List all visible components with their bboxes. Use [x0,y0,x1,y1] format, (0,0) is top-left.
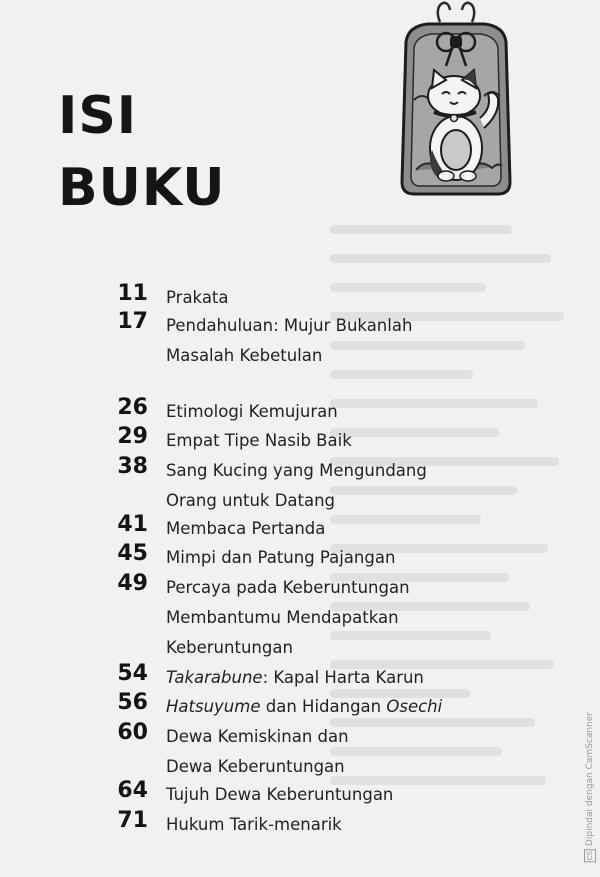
toc-page-number: 71 [117,808,148,833]
toc-page-number: 56 [117,690,148,715]
toc-entry-title [166,573,566,663]
toc-page-number: 17 [117,309,148,334]
toc-title-part: Empat Tipe Nasib Baik [166,431,352,450]
toc-entry-title [166,397,566,427]
toc-entry-title [166,810,566,840]
page-title [58,80,225,224]
toc-title-part: Dewa Keberuntungan [166,757,345,776]
toc-title-italic-part: Takarabune [166,668,263,687]
toc-title-part: Membantumu Mendapatkan [166,608,399,627]
toc-title-part: Hukum Tarik-menarik [166,815,342,834]
toc-entry-title [166,663,566,693]
toc-title-part: Mimpi dan Patung Pajangan [166,548,396,567]
toc-page-number: 60 [117,720,148,745]
toc-page-number: 54 [117,661,148,686]
toc-entry-title [166,514,566,544]
toc-page-number: 26 [117,395,148,420]
toc-entry-title [166,311,566,371]
toc-page-number: 45 [117,541,148,566]
toc-title-part: Masalah Kebetulan [166,346,323,365]
omamori-lucky-cat-illustration [388,0,524,200]
toc-title-italic-part: Hatsuyume [166,697,261,716]
toc-page-number: 38 [117,454,148,479]
toc-title-part: Pendahuluan: Mujur Bukanlah [166,316,413,335]
toc-entry-title [166,722,566,782]
toc-entry-title [166,426,566,456]
toc-title-part: Dewa Kemiskinan dan [166,727,349,746]
camscanner-logo-icon: CS [586,850,594,860]
toc-title-part: Etimologi Kemujuran [166,402,338,421]
title-line-2: BUKU [58,158,226,218]
scanner-watermark [584,712,596,865]
toc-entry-title [166,692,566,722]
toc-page-number: 41 [117,512,148,537]
toc-title-part: : Kapal Harta Karun [262,668,424,687]
toc-title-part: Prakata [166,288,229,307]
toc-page-number: 11 [117,281,148,306]
toc-title-part: Sang Kucing yang Mengundang [166,461,427,480]
toc-title-part: Keberuntungan [166,638,293,657]
toc-title-part: Percaya pada Keberuntungan [166,578,410,597]
title-line-1: ISI [58,86,138,146]
toc-title-part: Membaca Pertanda [166,519,326,538]
toc-entry-title [166,780,566,810]
watermark-text: Dipindai dengan CamScanner [585,711,595,846]
toc-title-part: Orang untuk Datang [166,491,336,510]
toc-page-number: 49 [117,571,148,596]
toc-title-italic-part: Osechi [386,697,443,716]
toc-entry-title [166,543,566,573]
toc-page-number: 29 [117,424,148,449]
toc-title-part: Tujuh Dewa Keberuntungan [166,785,394,804]
toc-page-number: 64 [117,778,148,803]
toc-entry-title [166,283,566,313]
toc-entry-title [166,456,566,516]
toc-title-part: dan Hidangan [260,697,387,716]
